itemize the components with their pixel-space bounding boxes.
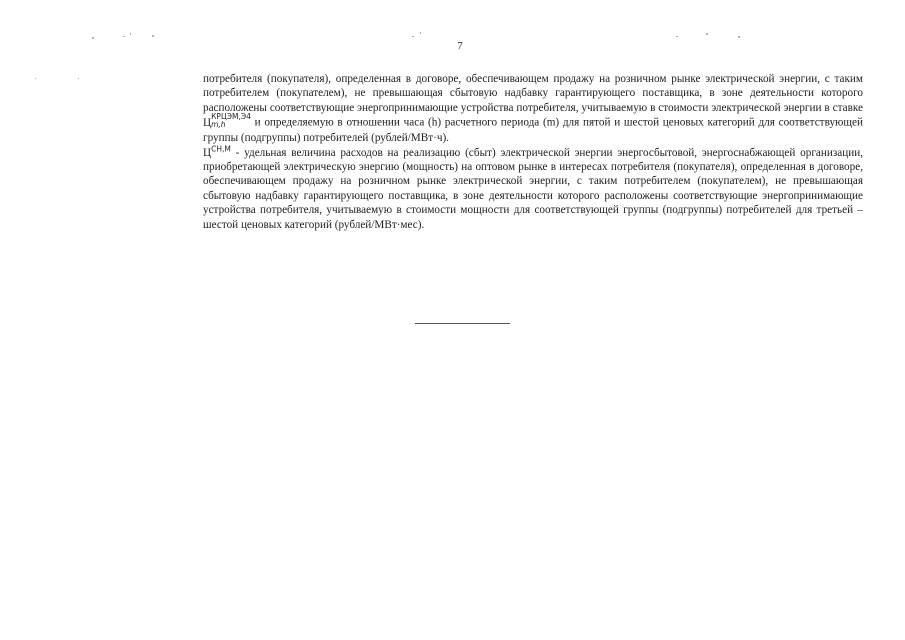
paragraph-definition [203, 143, 863, 232]
price-symbol-snm [203, 143, 231, 159]
scan-speck [123, 36, 125, 37]
scan-speck [420, 32, 421, 34]
scan-speck [35, 78, 36, 79]
scan-speck [152, 35, 154, 37]
scan-speck [78, 78, 79, 79]
paragraph-continuation [203, 72, 863, 146]
document-body [203, 72, 863, 232]
paragraph1-text-before: потребителя (покупателя), определенная в договоре, обеспечивающем продажу на розничном рынке электрической энергии, с таким потребителем (покупателем), не превышающая сбытовую надбавку гарантирующего поставщика, в зоне деятельности которого расположены соответствующие энергопринимающие устройства потребителя, учитываемую в стоимости электрической энергии в ставке [203, 73, 863, 114]
price-symbol-superscript: КРЦЭМ,Э4 [211, 112, 251, 122]
price-symbol-indices [211, 113, 251, 129]
scan-speck [130, 33, 131, 35]
end-rule [415, 323, 510, 324]
paragraph1-text-after: и определяемую в отношении часа (h) расчетного периода (m) для пятой и шестой ценовых категорий для соответствующей группы (подгруппы) потребителей (рублей/МВт·ч). [203, 116, 863, 145]
paragraph2-text: - удельная величина расходов на реализацию (сбыт) электрической энергии энергосбытовой, энергоснабжающей организации, приобретающей электрическую энергию (мощность) на оптовом рынке в интересах потребителя (покупателя), определенная в договоре, обеспечивающем продажу на розничном рынке электрической энергии, с таким потребителем (покупателем), не превышающая сбытовую надбавку гарантирующего поставщика, в зоне деятельности которого расположены соответствующие энергопринимающие устройства потребителя, учитываемую в стоимости мощности для соответствующей группы (подгруппы) потребителей для третьей – шестой ценовых категорий (рублей/МВт·мес). [203, 146, 863, 231]
price-symbol-krcem [203, 112, 251, 130]
scan-speck [92, 37, 94, 39]
price-symbol-superscript: СН,М [211, 143, 231, 153]
price-symbol-base: Ц [203, 146, 212, 159]
scan-speck [706, 33, 708, 35]
price-symbol-base: Ц [203, 116, 212, 129]
scan-speck [676, 36, 678, 37]
page-number: 7 [457, 40, 463, 52]
scan-speck [412, 36, 414, 37]
scan-speck [738, 36, 740, 38]
price-symbol-subscript: m,h [211, 120, 226, 130]
